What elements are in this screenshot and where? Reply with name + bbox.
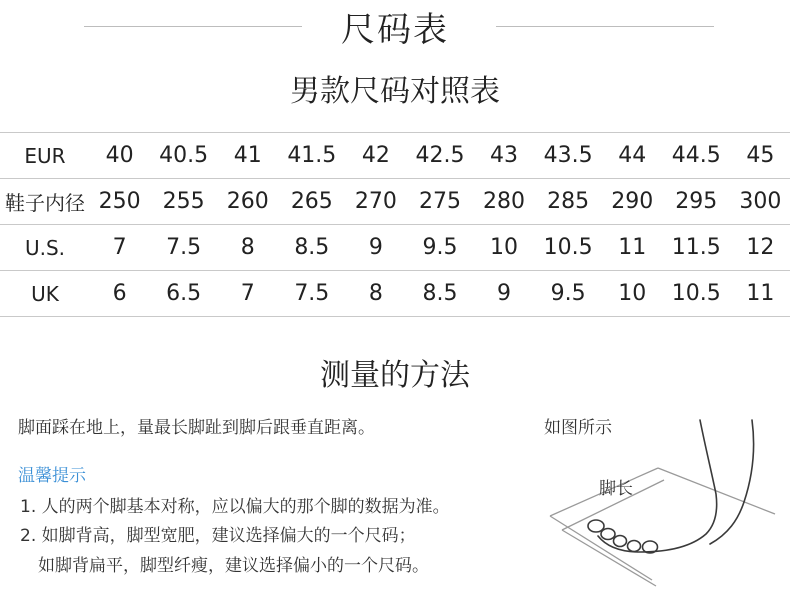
table-cell: 6 (90, 271, 149, 317)
page-title: 尺码表 (341, 10, 449, 50)
table-cell: 45 (731, 133, 790, 179)
tips-heading: 温馨提示 (18, 466, 86, 486)
table-cell: 270 (346, 179, 405, 225)
table-cell: 8 (218, 225, 277, 271)
table-cell: 280 (474, 179, 533, 225)
table-cell: 7.5 (277, 271, 346, 317)
table-cell: 8.5 (277, 225, 346, 271)
figure-caption: 如图所示 (544, 418, 612, 438)
table-cell: 9.5 (405, 225, 474, 271)
method-heading: 测量的方法 (320, 358, 470, 393)
table-cell: 7.5 (149, 225, 218, 271)
table-cell: 44.5 (662, 133, 731, 179)
row-label: EUR (0, 133, 90, 179)
table-cell: 6.5 (149, 271, 218, 317)
table-cell: 40 (90, 133, 149, 179)
table-cell: 9 (474, 271, 533, 317)
table-cell: 10.5 (534, 225, 603, 271)
table-cell: 40.5 (149, 133, 218, 179)
table-cell: 10 (603, 271, 662, 317)
chart-subtitle: 男款尺码对照表 (290, 74, 500, 109)
row-label: 鞋子内径 (0, 179, 90, 225)
tip-item: 2. 如脚背高，脚型宽肥，建议选择偏大的一个尺码； (20, 526, 416, 546)
tip-item: 如脚背扁平，脚型纤瘦，建议选择偏小的一个尺码。 (38, 556, 429, 576)
table-cell: 260 (218, 179, 277, 225)
table-cell: 43.5 (534, 133, 603, 179)
row-label: UK (0, 271, 90, 317)
table-cell: 8 (346, 271, 405, 317)
measure-instruction: 脚面踩在地上，量最长脚趾到脚后跟垂直距离。 (18, 418, 375, 438)
table-cell: 43 (474, 133, 533, 179)
foot-length-label: 脚长 (599, 479, 633, 499)
table-cell: 42.5 (405, 133, 474, 179)
table-cell: 11 (603, 225, 662, 271)
table-cell: 265 (277, 179, 346, 225)
table-cell: 295 (662, 179, 731, 225)
table-cell: 285 (534, 179, 603, 225)
table-cell: 44 (603, 133, 662, 179)
table-row-inner-length (0, 179, 790, 225)
table-cell: 255 (149, 179, 218, 225)
table-cell: 11.5 (662, 225, 731, 271)
table-cell: 8.5 (405, 271, 474, 317)
table-row-us (0, 225, 790, 271)
table-cell: 10.5 (662, 271, 731, 317)
table-cell: 290 (603, 179, 662, 225)
table-cell: 275 (405, 179, 474, 225)
foot-measurement-illustration (540, 410, 790, 589)
size-table (0, 132, 790, 317)
row-label: U.S. (0, 225, 90, 271)
table-row-uk (0, 271, 790, 317)
table-cell: 9.5 (534, 271, 603, 317)
table-cell: 12 (731, 225, 790, 271)
table-cell: 7 (90, 225, 149, 271)
tip-item: 1. 人的两个脚基本对称，应以偏大的那个脚的数据为准。 (20, 497, 450, 517)
table-cell: 42 (346, 133, 405, 179)
table-cell: 11 (731, 271, 790, 317)
table-cell: 7 (218, 271, 277, 317)
table-cell: 41.5 (277, 133, 346, 179)
table-row-eur (0, 133, 790, 179)
table-cell: 9 (346, 225, 405, 271)
table-cell: 10 (474, 225, 533, 271)
table-cell: 41 (218, 133, 277, 179)
table-cell: 300 (731, 179, 790, 225)
table-cell: 250 (90, 179, 149, 225)
